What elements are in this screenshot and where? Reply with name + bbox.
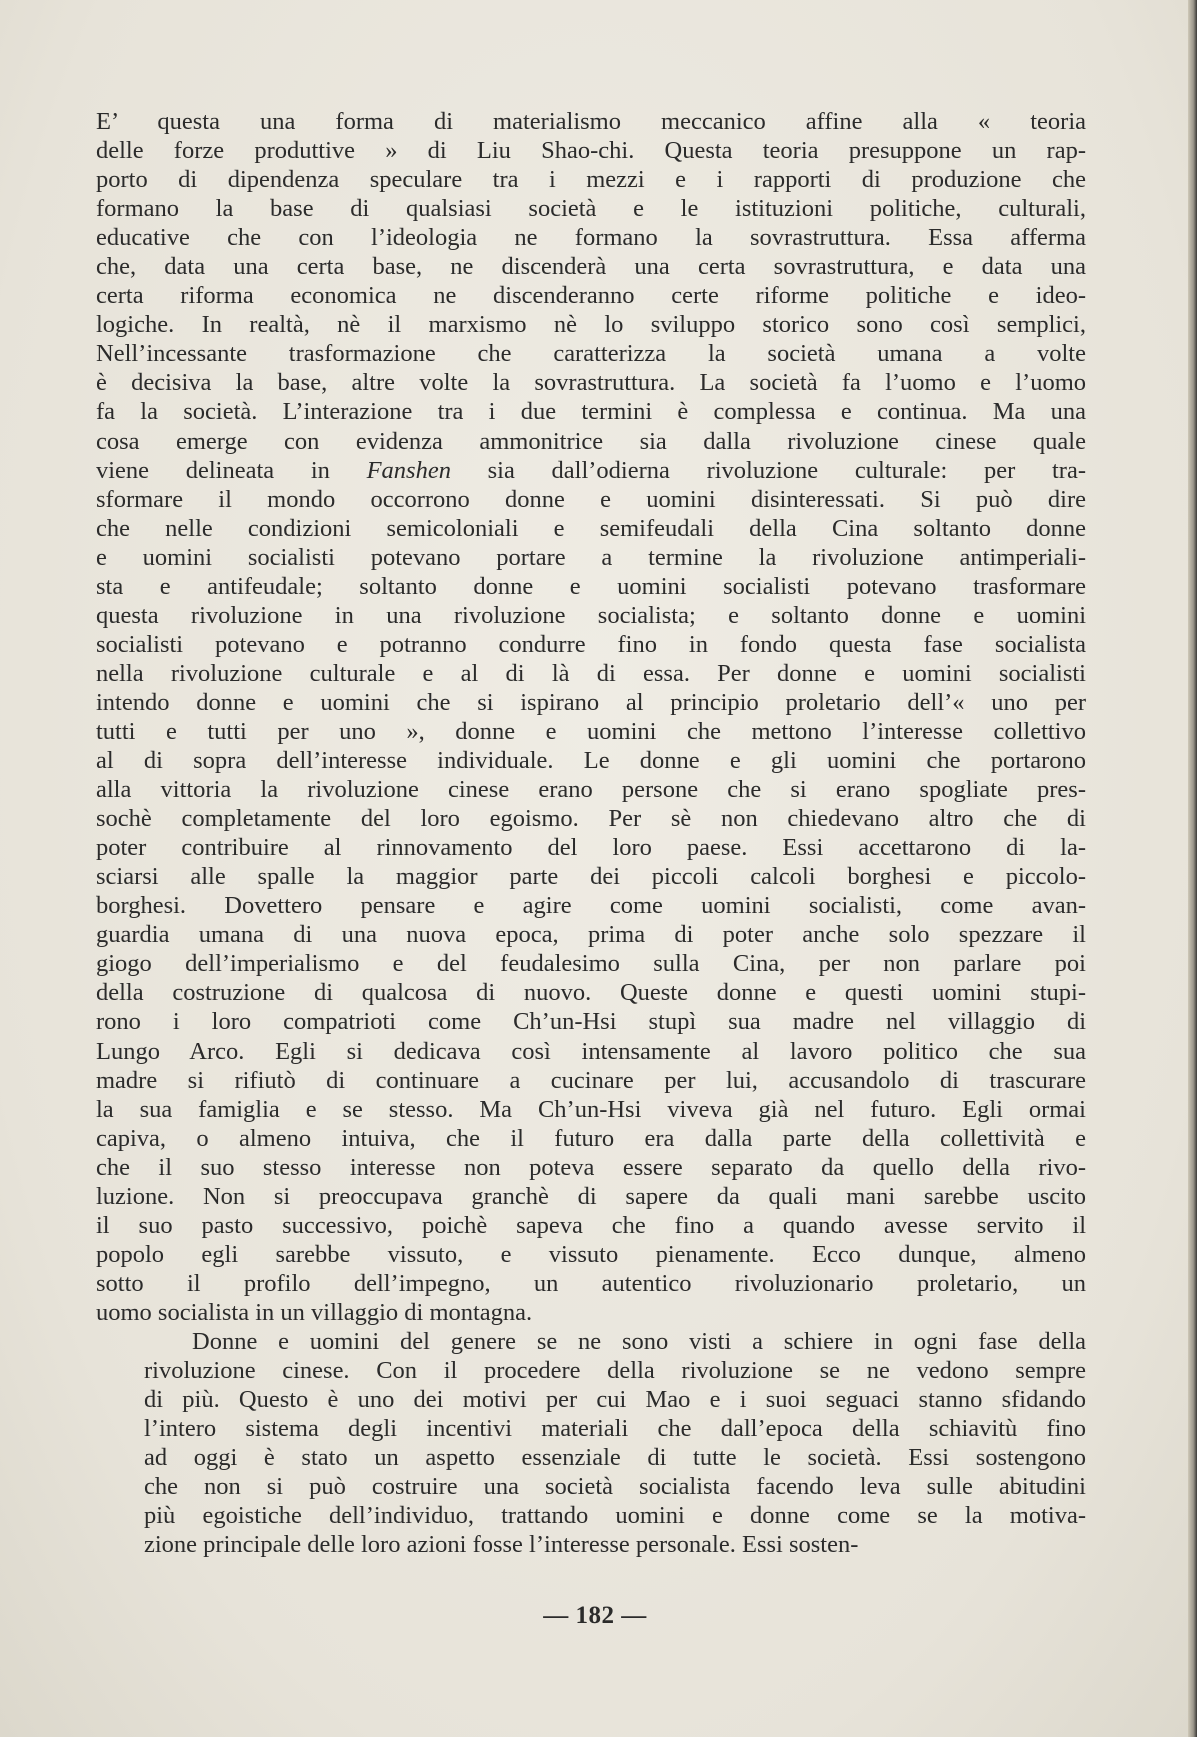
text-line: logiche. In realtà, nè il marxismo nè lo sviluppo storico sono così semplici, (96, 311, 1086, 339)
text-line: educative che con l’ideologia ne formano la sovrastruttura. Essa afferma (96, 224, 1086, 252)
text-line: è decisiva la base, altre volte la sovrastruttura. La società fa l’uomo e l’uomo (96, 369, 1086, 397)
text-line: capiva, o almeno intuiva, che il futuro era dalla parte della collettività e (96, 1124, 1086, 1152)
text-line: l’intero sistema degli incentivi materiali che dall’epoca della schiavitù fino (144, 1415, 1086, 1443)
text-line: e uomini socialisti potevano portare a termine la rivoluzione antimperiali- (96, 543, 1086, 571)
text-line: alla vittoria la rivoluzione cinese erano persone che si erano spogliate pres- (96, 776, 1086, 804)
text-line: popolo egli sarebbe vissuto, e vissuto pienamente. Ecco dunque, almeno (96, 1240, 1086, 1268)
paragraph (96, 107, 1086, 1327)
text-line: rivoluzione cinese. Con il procedere della rivoluzione se ne vedono sempre (144, 1357, 1086, 1385)
text-line: Donne e uomini del genere se ne sono visti a schiere in ogni fase della (192, 1327, 1086, 1355)
text-line: guardia umana di una nuova epoca, prima di poter anche solo spezzare il (96, 921, 1086, 949)
text-line: poter contribuire al rinnovamento del loro paese. Essi accettarono di la- (96, 834, 1086, 862)
text-line: di più. Questo è uno dei motivi per cui Mao e i suoi seguaci stanno sfidando (144, 1386, 1086, 1414)
text-line: il suo pasto successivo, poichè sapeva che fino a quando avesse servito il (96, 1211, 1086, 1239)
text-line: formano la base di qualsiasi società e le istituzioni politiche, culturali, (96, 195, 1086, 223)
text-line: uomo socialista in un villaggio di montagna. (96, 1298, 533, 1326)
text-line: che il suo stesso interesse non poteva essere separato da quello della rivo- (96, 1153, 1086, 1181)
text-line: borghesi. Dovettero pensare e agire come uomini socialisti, come avan- (96, 892, 1086, 920)
text-line: al di sopra dell’interesse individuale. Le donne e gli uomini che portarono (96, 747, 1086, 775)
text-line: più egoistiche dell’individuo, trattando uomini e donne come se la motiva- (144, 1502, 1086, 1530)
text-line: cosa emerge con evidenza ammonitrice sia dalla rivoluzione cinese quale (96, 427, 1086, 455)
text-line: sochè completamente del loro egoismo. Per sè non chiedevano altro che di (96, 805, 1086, 833)
text-line: sciarsi alle spalle la maggior parte dei piccoli calcoli borghesi e piccolo- (96, 863, 1086, 891)
text-line: intendo donne e uomini che si ispirano al principio proletario dell’« uno per (96, 688, 1086, 716)
text-line: questa rivoluzione in una rivoluzione socialista; e soltanto donne e uomini (96, 601, 1086, 629)
text-line: Nell’incessante trasformazione che caratterizza la società umana a volte (96, 340, 1086, 368)
text-line: porto di dipendenza speculare tra i mezzi e i rapporti di produzione che (96, 166, 1086, 194)
text-line: sta e antifeudale; soltanto donne e uomini socialisti potevano trasformare (96, 572, 1086, 600)
text-line: ad oggi è stato un aspetto essenziale di tutte le società. Essi sostengono (144, 1444, 1086, 1472)
text-line: Lungo Arco. Egli si dedicava così intensamente al lavoro politico che sua (96, 1037, 1086, 1065)
body-text (96, 107, 1086, 1559)
text-line: che nelle condizioni semicoloniali e semifeudali della Cina soltanto donne (96, 514, 1086, 542)
text-line: E’ questa una forma di materialismo meccanico affine alla « teoria (96, 108, 1086, 135)
text-line: la sua famiglia e se stesso. Ma Ch’un-Hsi viveva già nel futuro. Egli ormai (96, 1095, 1086, 1123)
text-line: sformare il mondo occorrono donne e uomini disinteressati. Si può dire (96, 485, 1086, 513)
text-line: rono i loro compatrioti come Ch’un-Hsi stupì sua madre nel villaggio di (96, 1008, 1086, 1036)
text-line: luzione. Non si preoccupava granchè di sapere da quali mani sarebbe uscito (96, 1182, 1086, 1210)
text-line: certa riforma economica ne discenderanno certe riforme politiche e ideo- (96, 282, 1086, 310)
page-edge (1188, 0, 1197, 1737)
text-line: che non si può costruire una società socialista facendo leva sulle abitudini (144, 1473, 1086, 1501)
text-line: zione principale delle loro azioni fosse l’interesse personale. Essi sosten- (144, 1531, 859, 1559)
text-line: sotto il profilo dell’impegno, un autentico rivoluzionario proletario, un (96, 1269, 1086, 1297)
text-line: madre si rifiutò di continuare a cucinare per lui, accusandolo di trascurare (96, 1066, 1086, 1094)
text-line: viene delineata in Fanshen sia dall’odierna rivoluzione culturale: per tra- (96, 456, 1086, 484)
text-line: che, data una certa base, ne discenderà una certa sovrastruttura, e data una (96, 253, 1086, 281)
italic-title: Fanshen (366, 456, 451, 484)
page-number: — 182 — (543, 1602, 647, 1629)
text-line: tutti e tutti per uno », donne e uomini che mettono l’interesse collettivo (96, 717, 1086, 745)
text-line: socialisti potevano e potranno condurre fino in fondo questa fase socialista (96, 630, 1086, 658)
text-line: della costruzione di qualcosa di nuovo. Queste donne e questi uomini stupi- (96, 979, 1086, 1007)
text-line: fa la società. L’interazione tra i due termini è complessa e continua. Ma una (96, 398, 1086, 426)
paragraph (96, 1327, 1086, 1559)
text-line: delle forze produttive » di Liu Shao-chi. Questa teoria presuppone un rap- (96, 137, 1086, 165)
text-line: giogo dell’imperialismo e del feudalesimo sulla Cina, per non parlare poi (96, 950, 1086, 978)
text-line: nella rivoluzione culturale e al di là di essa. Per donne e uomini socialisti (96, 659, 1086, 687)
